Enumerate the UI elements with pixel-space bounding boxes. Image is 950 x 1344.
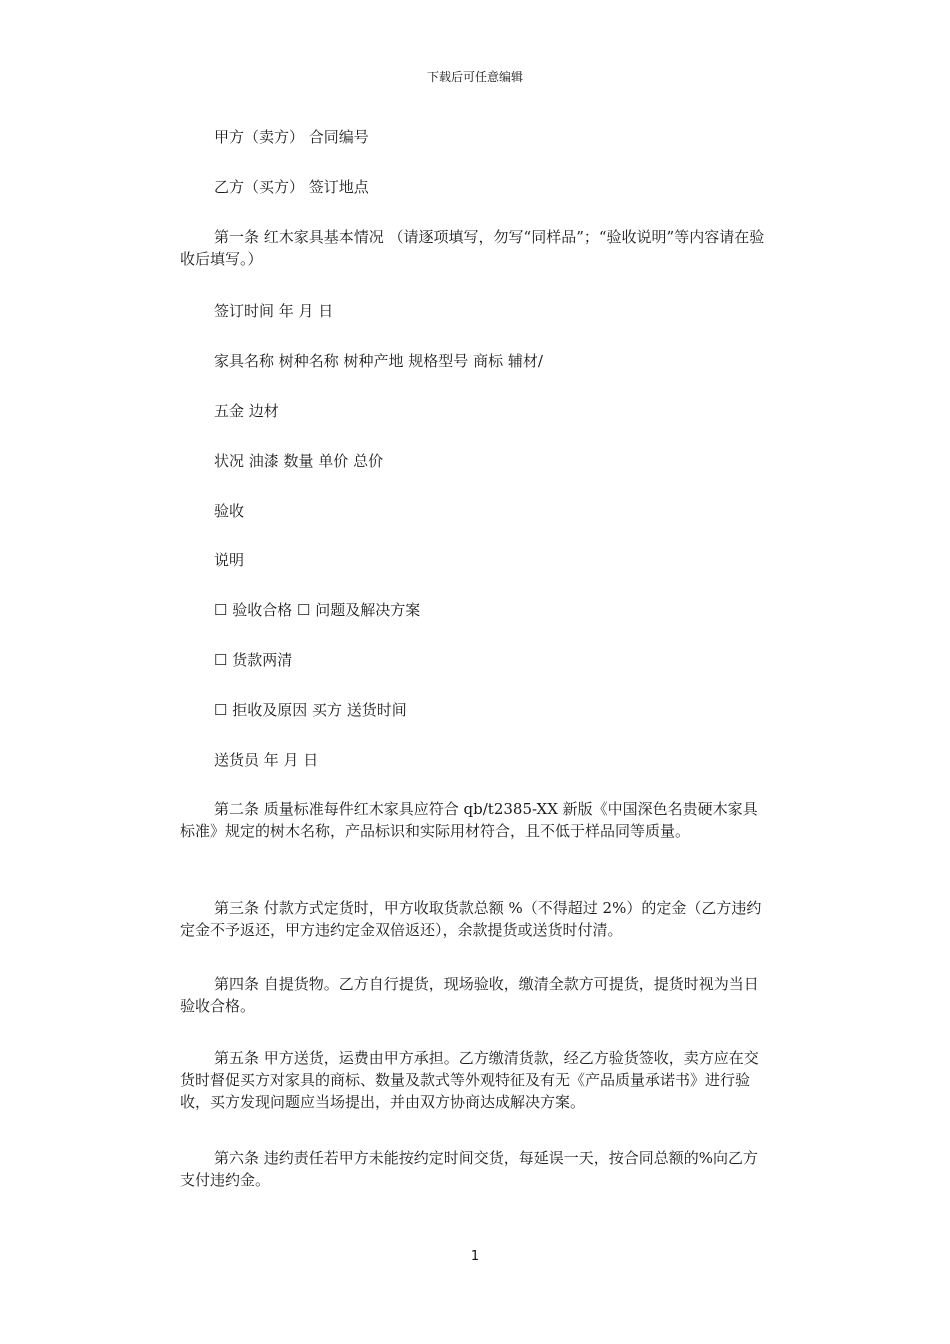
paragraph-article-1: 第一条 红木家具基本情况 （请逐项填写，勿写“同样品”；“验收说明”等内容请在验收后填写。）: [180, 228, 765, 268]
page-number: 1: [470, 1249, 480, 1264]
paragraph-hardware-edge: 五金 边材: [214, 402, 279, 420]
paragraph-party-b: 乙方（买方） 签订地点: [214, 178, 369, 196]
paragraph-status-price: 状况 油漆 数量 单价 总价: [214, 452, 384, 470]
checkbox-line-paid: ☐ 货款两清: [214, 651, 293, 669]
paragraph-article-2: 第二条 质量标准每件红木家具应符合 qb/t2385-XX 新版《中国深色名贵硬木家具标准》规定的树木名称，产品标识和实际用材符合，且不低于样品同等质量。: [180, 800, 758, 840]
paragraph-delivery-person: 送货员 年 月 日: [214, 751, 319, 769]
paragraph-furniture-fields: 家具名称 树种名称 树种产地 规格型号 商标 辅材/: [214, 352, 543, 370]
paragraph-article-5: 第五条 甲方送货，运费由甲方承担。乙方缴清货款，经乙方验货签收，卖方应在交货时督促买方对家具的商标、数量及款式等外观特征及有无《产品质量承诺书》进行验收，买方发现问题应当场提出，并由双方协商达成解决方案。: [180, 1049, 759, 1111]
paragraph-acceptance: 验收: [214, 502, 245, 520]
checkbox-line-accepted: ☐ 验收合格 ☐ 问题及解决方案: [214, 601, 421, 619]
document-header-note: 下载后可任意编辑: [426, 70, 523, 84]
paragraph-article-3: 第三条 付款方式定货时，甲方收取货款总额 %（不得超过 2%）的定金（乙方违约定金不予返还，甲方违约定金双倍返还），余款提货或送货时付清。: [180, 899, 762, 939]
checkbox-line-rejected: ☐ 拒收及原因 买方 送货时间: [214, 701, 407, 719]
paragraph-article-4: 第四条 自提货物。乙方自行提货，现场验收，缴清全款方可提货，提货时视为当日验收合格。: [180, 975, 759, 1015]
paragraph-sign-date: 签订时间 年 月 日: [214, 302, 334, 320]
paragraph-party-a: 甲方（卖方） 合同编号: [214, 128, 369, 146]
paragraph-article-6: 第六条 违约责任若甲方未能按约定时间交货，每延误一天，按合同总额的%向乙方支付违约金。: [180, 1149, 759, 1189]
paragraph-explanation: 说明: [214, 551, 245, 569]
